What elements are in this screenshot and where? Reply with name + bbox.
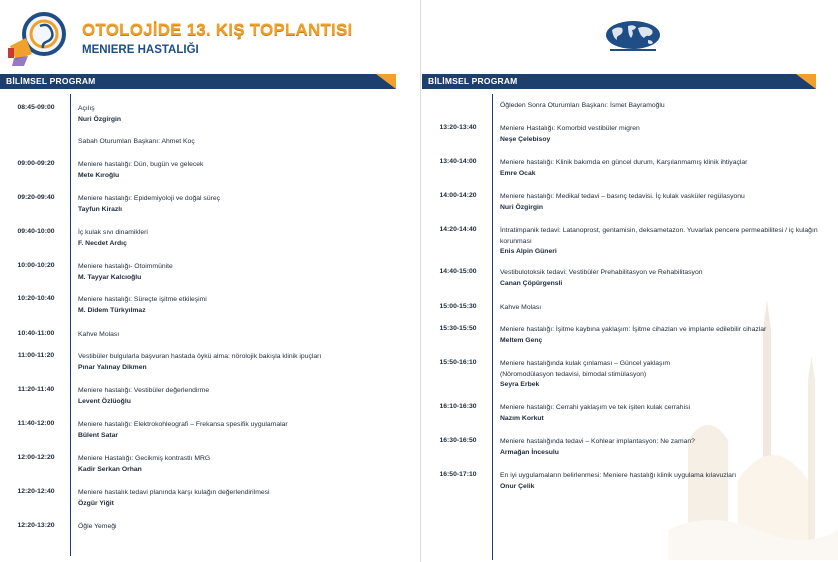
session-time: 13:40-14:00 [439, 158, 477, 165]
session-time: 12:00-12:20 [17, 454, 55, 461]
timeline-divider [492, 94, 493, 560]
session-speaker: M. Tayyar Kalcıoğlu [78, 273, 142, 281]
session-topic: Meniere Hastalığı: Gecikmiş kontrastlı MRG [78, 455, 211, 462]
session-topic: Meniere hastalığı: Elektrokohleografi – Frekansa spesifik uygulamalar [78, 421, 288, 428]
program-page-right [422, 0, 838, 562]
session-time: 15:30-15:50 [439, 325, 477, 332]
session-topic: Meniere hastalığı: Klinik bakımda en güncel durum, Karşılanmamış klinik ihtiyaçlar [500, 159, 748, 166]
session-detail [78, 386, 412, 407]
session-time: 09:00-09:20 [17, 160, 55, 167]
session-detail [78, 488, 412, 509]
session-speaker: Onur Çelik [500, 482, 535, 490]
session-topic: Kahve Molası [500, 304, 542, 311]
session-detail [78, 295, 412, 316]
session-topic: Meniere hastalığı: Medikal tedavi – basınç tedavisi. İç kulak vasküler regülasyonu [500, 193, 745, 200]
session-detail [500, 124, 830, 145]
session-topic: Meniere hastalığında kulak çınlaması – Güncel yaklaşım [500, 360, 671, 367]
session-topic: Meniere hastalığı: İşitme kaybına yaklaşım: İşitme cihazları ve implante edilebilir cihazlar [500, 326, 767, 333]
session-speaker: Bülent Satar [78, 431, 119, 439]
session-topic: İntratimpanik tedavi: Latanoprost, gentamisin, deksametazon. Yuvarlak pencere permeabilitesi / iç kulağın korunması [500, 227, 818, 245]
session-time: 14:20-14:40 [439, 226, 477, 233]
session-time: 08:45-09:00 [17, 104, 55, 111]
session-detail [78, 194, 412, 215]
session-detail [500, 192, 830, 213]
session-time: 12:20-12:40 [17, 488, 55, 495]
session-speaker: Nuri Özgirgin [78, 115, 122, 123]
section-label: BİLİMSEL PROGRAM [428, 76, 518, 86]
session-speaker: Nuri Özgirgin [500, 203, 544, 211]
session-topic: Meniere hastalığı- Otoimmünite [78, 263, 173, 270]
world-map-logo-icon [604, 20, 662, 52]
session-speaker: Canan Çöpürgensli [500, 279, 563, 287]
session-topic: Meniere hastalığı: Süreçte işitme etkileşimi [78, 296, 207, 303]
session-detail [78, 352, 412, 373]
session-detail [78, 420, 412, 441]
session-detail [500, 403, 830, 424]
session-topic: Kahve Molası [78, 331, 120, 338]
session-speaker: Kadir Serkan Orhan [78, 465, 142, 473]
session-detail [500, 437, 830, 458]
session-time: 10:20-10:40 [17, 295, 55, 302]
session-time: 12:20-13:20 [17, 522, 55, 529]
session-speaker: Levent Özlüoğlu [78, 397, 131, 405]
session-topic: Meniere hastalığı: Vestibüler değerlendirme [78, 387, 210, 394]
session-speaker: Mete Kıroğlu [78, 171, 120, 179]
session-detail [500, 268, 830, 289]
session-topic: İç kulak sıvı dinamikleri [78, 229, 148, 236]
session-topic: Vestibulotoksik tedavi: Vestibüler Prehabilitasyon ve Rehabilitasyon [500, 269, 703, 276]
session-detail [78, 330, 412, 341]
session-time: 16:10-16:30 [439, 403, 477, 410]
session-detail [78, 454, 412, 475]
session-speaker: Özgür Yiğit [78, 499, 114, 507]
section-band [0, 74, 396, 89]
session-time: 16:50-17:10 [439, 471, 477, 478]
session-topic: Vestibüler bulgularla başvuran hastada öykü alma: nörolojik bakışla klinik ipuçları [78, 353, 322, 360]
session-time: 14:00-14:20 [439, 192, 477, 199]
timeline-divider [70, 94, 71, 556]
session-speaker: Tayfun Kirazlı [78, 205, 123, 213]
session-detail [500, 303, 830, 314]
session-topic: Öğleden Sonra Oturumları Başkanı: İsmet Bayramoğlu [500, 102, 665, 109]
session-time: 10:40-11:00 [17, 330, 55, 337]
session-time: 09:20-09:40 [17, 194, 55, 201]
session-speaker: F. Necdet Ardıç [78, 239, 127, 247]
ear-megaphone-logo-icon [6, 8, 72, 68]
session-time: 14:40-15:00 [439, 268, 477, 275]
session-speaker: Neşe Çelebisoy [500, 135, 551, 143]
session-topic: Meniere hastalığında tedavi – Kohlear implantasyon: Ne zaman? [500, 438, 695, 445]
session-topic: Meniere hastalığı: Epidemiyoloji ve doğal süreç [78, 195, 221, 202]
session-topic: Meniere hastalık tedavi planında karşı kulağın değerlendirilmesi [78, 489, 270, 496]
session-speaker: Nazım Korkut [500, 414, 544, 422]
section-band [422, 74, 816, 89]
session-detail [500, 158, 830, 179]
session-time: 11:00-11:20 [17, 352, 55, 359]
session-detail [500, 226, 830, 258]
session-time: 16:30-16:50 [439, 437, 477, 444]
session-detail [78, 262, 412, 283]
session-speaker: Pınar Yalınay Dikmen [78, 363, 147, 371]
session-topic: Meniere hastalığı: Cerrahi yaklaşım ve tek işiten kulak cerrahisi [500, 404, 691, 411]
event-title: OTOLOJİDE 13. KIŞ TOPLANTISI [82, 20, 353, 39]
session-time: 15:50-16:10 [439, 359, 477, 366]
session-detail [500, 101, 830, 112]
session-time: 11:40-12:00 [17, 420, 55, 427]
session-detail [78, 137, 412, 148]
session-speaker: Armağan İncesulu [500, 448, 559, 456]
session-detail [500, 325, 830, 346]
session-time: 09:40-10:00 [17, 228, 55, 235]
page-header [0, 0, 420, 74]
session-topic: Açılış [78, 105, 95, 112]
session-detail [78, 228, 412, 249]
session-detail [500, 359, 830, 391]
session-speaker: Enis Alpin Güneri [500, 248, 557, 255]
session-topic: Sabah Oturumları Başkanı: Ahmet Koç [78, 138, 195, 145]
session-topic: Öğle Yemeği [78, 523, 117, 530]
session-time: 11:20-11:40 [17, 386, 55, 393]
session-time: 13:20-13:40 [439, 124, 477, 131]
event-subtitle: MENIERE HASTALIĞI [82, 44, 199, 56]
session-topic: Meniere Hastalığı: Komorbid vestibüler migren [500, 125, 640, 132]
session-topic: Meniere hastalığı: Dün, bugün ve gelecek [78, 161, 204, 168]
session-detail [78, 160, 412, 181]
session-detail [78, 522, 412, 533]
section-label: BİLİMSEL PROGRAM [6, 76, 96, 86]
session-detail [78, 104, 412, 125]
session-speaker: Seyra Erbek [500, 381, 540, 388]
session-time: 15:00-15:30 [439, 303, 477, 310]
session-time: 10:00-10:20 [17, 262, 55, 269]
session-speaker: M. Didem Türkyılmaz [78, 306, 146, 314]
session-topic: (Nöromodülasyon tedavisi, bimodal stimülasyon) [500, 370, 647, 378]
session-speaker: Emre Ocak [500, 169, 536, 177]
session-detail [500, 471, 830, 492]
session-speaker: Meltem Genç [500, 336, 543, 344]
session-topic: En iyi uygulamaların belirlenmesi: Meniere hastalığı klinik uygulama kılavuzları [500, 472, 737, 479]
